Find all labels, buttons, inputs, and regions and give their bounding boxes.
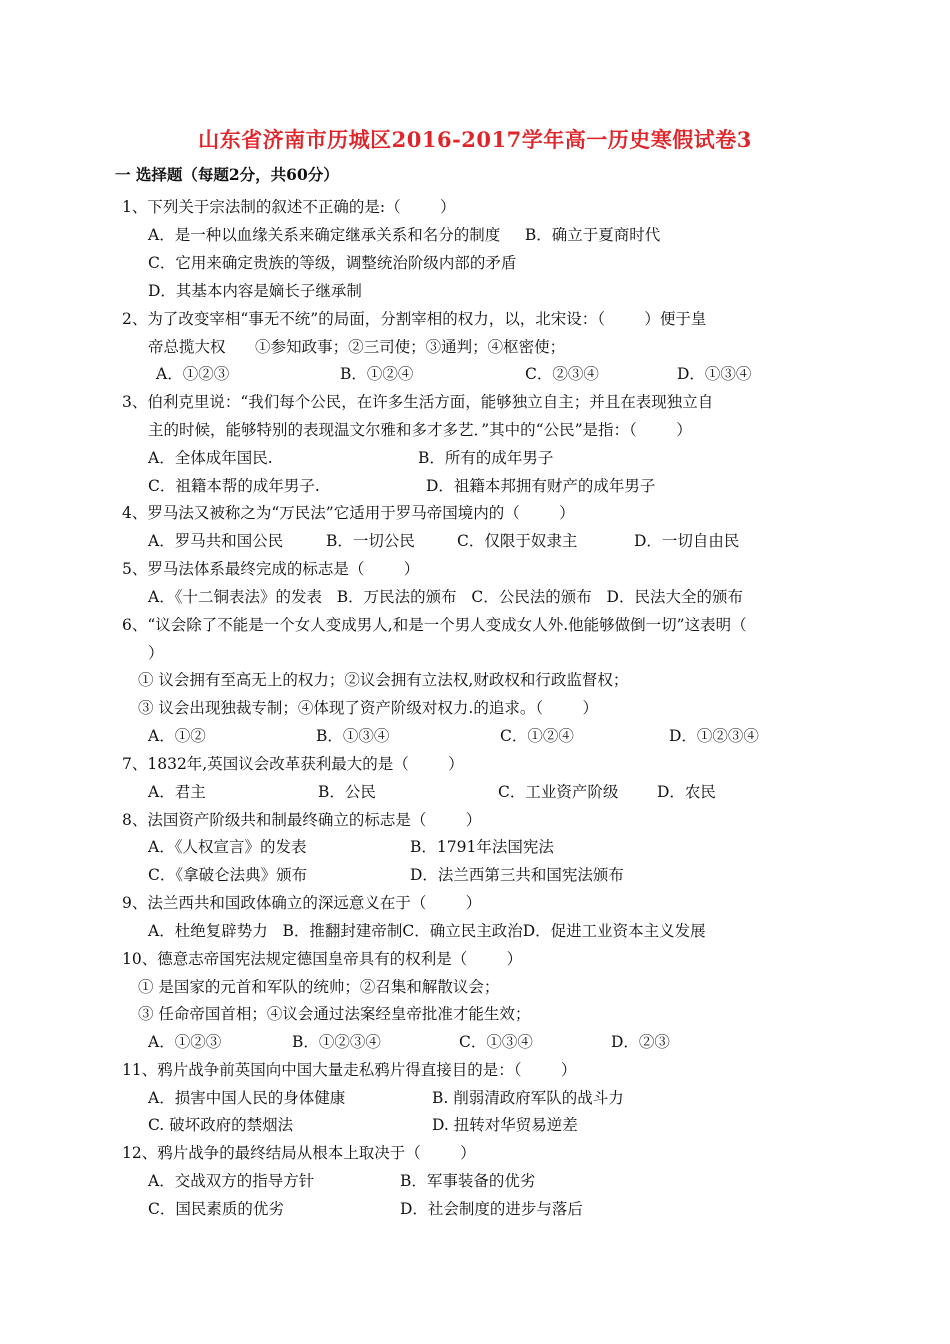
q7-option-b: B．公民 bbox=[318, 783, 376, 801]
question-4: 4、罗马法又被称之为“万民法”它适用于罗马帝国境内的（ ） bbox=[122, 504, 575, 522]
question-3: 3、伯利克里说：“我们每个公民，在许多生活方面，能够独立自主；并且在表现独立自 bbox=[122, 393, 714, 411]
question-3-cont: 主的时候，能够特别的表现温文尔雅和多才多艺．”其中的“公民”是指：（ ） bbox=[148, 421, 692, 439]
q3-option-a: A．全体成年国民. bbox=[148, 449, 273, 467]
q3-option-d: D．祖籍本邦拥有财产的成年男子 bbox=[426, 477, 656, 495]
question-8: 8、法国资产阶级共和制最终确立的标志是（ ） bbox=[122, 811, 482, 829]
q12-option-c: C．国民素质的优劣 bbox=[148, 1200, 284, 1218]
q11-option-b: B. 削弱清政府军队的战斗力 bbox=[432, 1089, 624, 1107]
question-7: 7、1832年,英国议会改革获利最大的是（ ） bbox=[122, 755, 464, 773]
question-10: 10、德意志帝国宪法规定德国皇帝具有的权利是（ ） bbox=[122, 950, 523, 968]
q10-option-d: D．②③ bbox=[611, 1033, 670, 1051]
question-9: 9、法兰西共和国政体确立的深远意义在于（ ） bbox=[122, 894, 482, 912]
q11-option-c: C. 破坏政府的禁烟法 bbox=[148, 1116, 294, 1134]
q12-option-a: A．交战双方的指导方针 bbox=[148, 1172, 315, 1190]
q4-option-b: B．一切公民 bbox=[326, 532, 415, 550]
q5-options: A．《十二铜表法》的发表 B．万民法的颁布 C．公民法的颁布 D．民法大全的颁布 bbox=[148, 588, 743, 606]
q1-options-ab: A．是一种以血缘关系来确定继承关系和名分的制度 B．确立于夏商时代 bbox=[148, 226, 661, 244]
q1-option-c: C．它用来确定贵族的等级，调整统治阶级内部的矛盾 bbox=[148, 254, 517, 272]
question-1: 1、下列关于宗法制的叙述不正确的是:（ ） bbox=[122, 198, 456, 216]
q6-option-a: A．①② bbox=[148, 727, 206, 745]
q12-option-b: B．军事装备的优劣 bbox=[400, 1172, 536, 1190]
q8-option-a: A．《人权宣言》的发表 bbox=[148, 838, 307, 856]
q10-option-c: C．①③④ bbox=[459, 1033, 533, 1051]
section-heading: 一 选择题（每题2分，共60分） bbox=[115, 165, 339, 184]
q7-option-d: D．农民 bbox=[657, 783, 716, 801]
q9-options: A．杜绝复辟势力 B．推翻封建帝制C．确立民主政治D．促进工业资本主义发展 bbox=[148, 922, 706, 940]
q11-option-d: D. 扭转对华贸易逆差 bbox=[432, 1116, 578, 1134]
question-2-cont: 帝总揽大权 ①参知政事；②三司使；③通判；④枢密使； bbox=[148, 338, 566, 356]
q8-option-b: B．1791年法国宪法 bbox=[410, 838, 554, 856]
q1-option-d: D．其基本内容是嫡长子继承制 bbox=[148, 282, 362, 300]
question-2: 2、为了改变宰相“事无不统”的局面，分割宰相的权力，以，北宋设：（ ）便于皇 bbox=[122, 310, 707, 328]
page-title: 山东省济南市历城区2016-2017学年高一历史寒假试卷3 bbox=[198, 127, 752, 152]
q3-option-b: B．所有的成年男子 bbox=[418, 449, 554, 467]
question-11: 11、鸦片战争前英国向中国大量走私鸦片得直接目的是：（ ） bbox=[122, 1061, 577, 1079]
q2-option-c: C．②③④ bbox=[525, 365, 599, 383]
q6-option-c: C．①②④ bbox=[500, 727, 574, 745]
q4-option-c: C．仅限于奴隶主 bbox=[457, 532, 578, 550]
question-6: 6、“议会除了不能是一个女人变成男人,和是一个男人变成女人外.他能够做倒一切”这表明（ bbox=[122, 616, 747, 634]
q2-option-d: D．①③④ bbox=[677, 365, 752, 383]
q7-option-a: A．君主 bbox=[148, 783, 206, 801]
q8-option-d: D．法兰西第三共和国宪法颁布 bbox=[410, 866, 624, 884]
q8-option-c: C．《拿破仑法典》颁布 bbox=[148, 866, 308, 884]
q10-statement-2: ③ 任命帝国首相；④议会通过法案经皇帝批准才能生效； bbox=[138, 1005, 531, 1023]
q10-option-b: B．①②③④ bbox=[292, 1033, 381, 1051]
q7-option-c: C．工业资产阶级 bbox=[498, 783, 619, 801]
question-5: 5、罗马法体系最终完成的标志是（ ） bbox=[122, 560, 420, 578]
q6-statement-1: ① 议会拥有至高无上的权力；②议会拥有立法权,财政权和行政监督权； bbox=[138, 671, 629, 689]
q3-option-c: C．祖籍本帮的成年男子. bbox=[148, 477, 320, 495]
q10-option-a: A．①②③ bbox=[148, 1033, 222, 1051]
q6-statement-2: ③ 议会出现独裁专制；④体现了资产阶级对权力.的追求。（ ） bbox=[138, 699, 599, 717]
q10-statement-1: ① 是国家的元首和军队的统帅；②召集和解散议会； bbox=[138, 978, 500, 996]
q11-option-a: A．损害中国人民的身体健康 bbox=[148, 1089, 346, 1107]
question-12: 12、鸦片战争的最终结局从根本上取决于（ ） bbox=[122, 1144, 476, 1162]
q4-option-d: D．一切自由民 bbox=[634, 532, 740, 550]
q4-option-a: A．罗马共和国公民 bbox=[148, 532, 284, 550]
q6-option-d: D．①②③④ bbox=[669, 727, 759, 745]
q6-option-b: B．①③④ bbox=[316, 727, 390, 745]
q2-option-b: B．①②④ bbox=[340, 365, 414, 383]
q2-option-a: A．①②③ bbox=[156, 365, 230, 383]
question-6-cont: ） bbox=[148, 644, 164, 662]
q12-option-d: D．社会制度的进步与落后 bbox=[400, 1200, 583, 1218]
